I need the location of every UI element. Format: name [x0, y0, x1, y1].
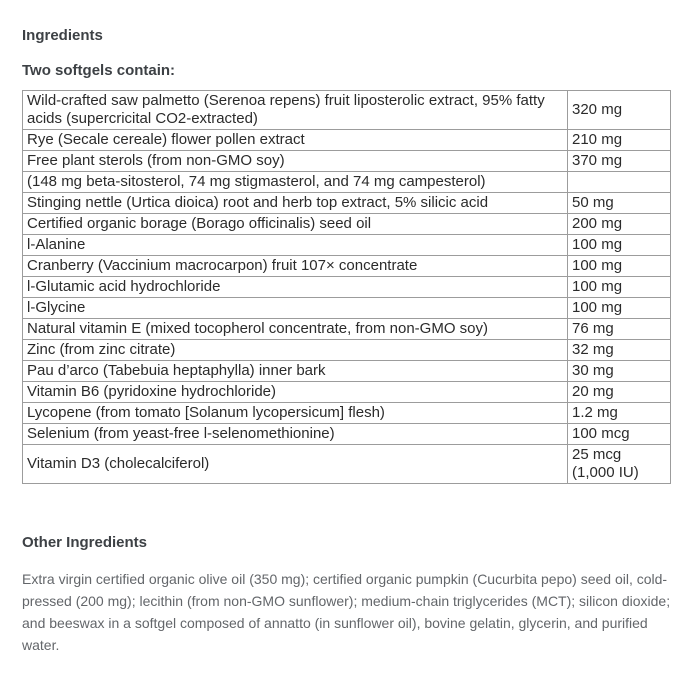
ingredient-amount: 100 mg	[568, 277, 671, 298]
table-row	[23, 361, 671, 382]
ingredient-amount: 100 mg	[568, 235, 671, 256]
ingredient-name: Rye (Secale cereale) flower pollen extract	[23, 130, 568, 151]
table-row	[23, 403, 671, 424]
ingredient-name: Vitamin D3 (cholecalciferol)	[23, 445, 568, 484]
ingredient-amount: 100 mg	[568, 298, 671, 319]
ingredient-amount: 32 mg	[568, 340, 671, 361]
ingredient-amount: 20 mg	[568, 382, 671, 403]
table-row	[23, 172, 671, 193]
supplement-facts-table	[22, 90, 671, 484]
ingredient-name: Stinging nettle (Urtica dioica) root and herb top extract, 5% silicic acid	[23, 193, 568, 214]
ingredient-name: l-Alanine	[23, 235, 568, 256]
table-row	[23, 340, 671, 361]
table-row	[23, 382, 671, 403]
table-row	[23, 151, 671, 172]
ingredient-name: Pau d’arco (Tabebuia heptaphylla) inner bark	[23, 361, 568, 382]
table-row	[23, 91, 671, 130]
ingredient-name: l-Glutamic acid hydrochloride	[23, 277, 568, 298]
serving-size-heading: Two softgels contain:	[22, 62, 176, 79]
ingredient-amount: 76 mg	[568, 319, 671, 340]
ingredient-name: Selenium (from yeast-free l-selenomethionine)	[23, 424, 568, 445]
ingredient-name: Natural vitamin E (mixed tocopherol concentrate, from non-GMO soy)	[23, 319, 568, 340]
ingredient-amount	[568, 172, 671, 193]
table-row	[23, 256, 671, 277]
ingredient-name: (148 mg beta-sitosterol, 74 mg stigmasterol, and 74 mg campesterol)	[23, 172, 568, 193]
ingredient-amount: 370 mg	[568, 151, 671, 172]
table-row	[23, 445, 671, 484]
table-row	[23, 277, 671, 298]
table-row	[23, 235, 671, 256]
other-ingredients-heading: Other Ingredients	[22, 534, 148, 551]
ingredient-amount: 100 mcg	[568, 424, 671, 445]
table-row	[23, 214, 671, 235]
ingredient-amount: 100 mg	[568, 256, 671, 277]
ingredient-name: Wild-crafted saw palmetto (Serenoa repens) fruit liposterolic extract, 95% fatty acids (supercricital CO2-extracted)	[23, 91, 568, 130]
table-row	[23, 319, 671, 340]
ingredient-amount: 25 mcg (1,000 IU)	[568, 445, 671, 484]
ingredients-heading: Ingredients	[22, 27, 103, 44]
ingredient-name: Cranberry (Vaccinium macrocarpon) fruit 107× concentrate	[23, 256, 568, 277]
ingredient-amount: 210 mg	[568, 130, 671, 151]
ingredient-amount: 30 mg	[568, 361, 671, 382]
ingredient-amount: 1.2 mg	[568, 403, 671, 424]
ingredient-name: Lycopene (from tomato [Solanum lycopersicum] flesh)	[23, 403, 568, 424]
other-ingredients-text: Extra virgin certified organic olive oil (350 mg); certified organic pumpkin (Cucurbita pepo) seed oil, cold-pressed (200 mg); lecithin (from non-GMO sunflower); medium-chain triglycerides (MCT); silicon dioxide; and beeswax in a softgel composed of annatto (in sunflower oil), bovine gelatin, glycerin, and purified water.	[22, 571, 671, 653]
ingredient-name: Free plant sterols (from non-GMO soy)	[23, 151, 568, 172]
table-row	[23, 193, 671, 214]
ingredient-amount: 320 mg	[568, 91, 671, 130]
ingredient-name: Vitamin B6 (pyridoxine hydrochloride)	[23, 382, 568, 403]
table-row	[23, 130, 671, 151]
ingredient-name: Zinc (from zinc citrate)	[23, 340, 568, 361]
ingredient-name: Certified organic borage (Borago officinalis) seed oil	[23, 214, 568, 235]
ingredient-amount: 50 mg	[568, 193, 671, 214]
table-row	[23, 424, 671, 445]
table-row	[23, 298, 671, 319]
ingredient-name: l-Glycine	[23, 298, 568, 319]
ingredient-amount: 200 mg	[568, 214, 671, 235]
